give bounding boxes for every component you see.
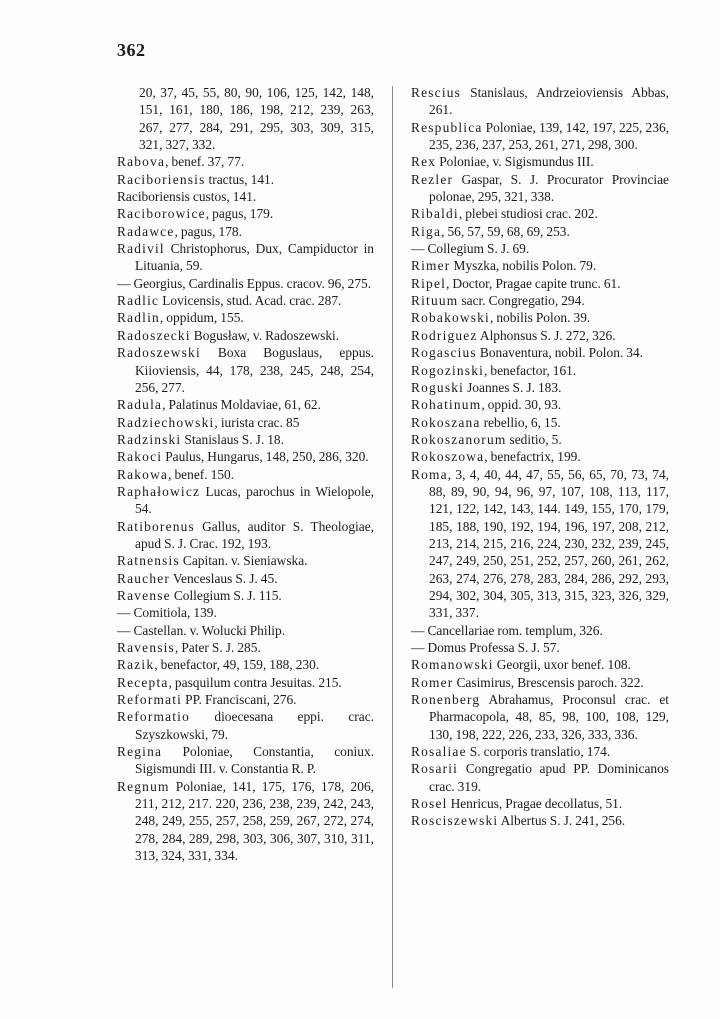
entry-headword: Raucher [117,570,171,586]
entry-headword: Ribaldi [411,206,459,222]
entry-headword: Roma [411,466,448,482]
entry-text: , Palatinus Moldaviae, 61, 62. [162,397,321,413]
index-entry [411,691,669,743]
index-entry [411,795,669,812]
entry-headword: Radlic [117,293,160,309]
entry-headword: Ronenberg [411,692,481,708]
entry-headword: Rabova [117,154,166,170]
index-entry [117,414,374,431]
index-entry [117,622,374,639]
index-entry [117,604,374,621]
index-entry [411,257,669,274]
index-column-right [411,84,669,830]
entry-text: Capitan. v. Sieniawska. [179,553,308,569]
index-entry [117,552,374,569]
entry-headword: Robakowski [411,310,490,326]
entry-text: Casimirus, Brescensis paroch. 322. [453,674,644,690]
entry-text: Alphonsus S. J. 272, 326. [477,327,616,343]
entry-text: Myszka, nobilis Polon. 79. [450,258,597,274]
entry-text: 20, 37, 45, 55, 80, 90, 106, 125, 142, 148, 151, 161, 180, 186, 198, 212, 239, 263, 267, 277, 284, 291, 295, 303, 309, 315, 321, 327, 332. [139,85,374,153]
entry-text: Venceslaus S. J. 45. [170,570,278,586]
entry-headword: Ravensis [117,640,175,655]
index-entry [117,205,374,222]
entry-headword: Rescius [411,85,462,100]
entry-headword: Regina [117,744,163,760]
index-entry [117,570,374,587]
entry-headword: Radawce [117,223,175,239]
index-entry [411,292,669,309]
entry-text: — Collegium S. J. 69. [411,241,530,257]
index-entry [411,309,669,326]
entry-headword: Raciborowice [117,206,206,222]
index-entry [117,518,374,553]
page-number: 362 [117,40,146,60]
index-entry [411,362,669,379]
entry-text: — Cancellariae rom. templum, 326. [411,622,603,638]
index-entry [117,656,374,673]
entry-headword: Romanowski [411,657,494,673]
index-entry [117,223,374,240]
index-entry [117,188,374,205]
index-column-left [117,84,374,864]
entry-headword: Rosel [411,796,448,812]
index-entry [411,656,669,673]
entry-text: , benef. 150. [168,466,235,482]
entry-headword: Riga [411,223,442,239]
index-entry [117,171,374,188]
index-entry [411,448,669,465]
index-entry [411,743,669,760]
entry-text: — Castellan. v. Wolucki Philip. [117,622,286,638]
index-entry [117,691,374,708]
entry-headword: Rosarii [411,761,459,777]
entry-text: , iurista crac. 85 [214,414,300,430]
index-entry [411,153,669,170]
entry-headword: Respublica [411,119,483,135]
entry-headword: Rohatinum [411,397,482,413]
index-entry [411,639,669,656]
index-entry [411,396,669,413]
entry-text: Lucas, parochus in Wielopole, 54. [135,483,374,517]
entry-headword: Razik [117,657,155,673]
index-entry [411,414,669,431]
index-entry [411,622,669,639]
entry-headword: Rakoci [117,449,163,465]
entry-headword: Radoszecki [117,327,191,343]
entry-text: Bogusław, v. Radoszewski. [190,327,340,343]
entry-headword: Regnum [117,778,170,794]
index-entry [411,327,669,344]
index-entry [117,448,374,465]
entry-headword: Raphałowicz [117,483,201,499]
entry-headword: Ravense [117,587,171,603]
entry-text: , benef. 37, 77. [165,154,245,170]
index-entry [411,84,669,119]
index-entry [411,379,669,396]
index-entry [117,153,374,170]
index-entry [411,431,669,448]
index-entry [117,84,374,153]
entry-text: — Comitiola, 139. [117,605,217,621]
entry-text: Abrahamus, Proconsul crac. et Pharmacopola, 48, 85, 98, 100, 108, 129, 130, 198, 222, 226, 233, 326, 333, 336. [429,692,669,742]
index-entry [117,309,374,326]
index-entry [117,240,374,275]
entry-text: Bonaventura, nobil. Polon. 34. [476,345,644,361]
entry-text: , Pater S. J. 285. [174,640,261,655]
index-entry [411,205,669,222]
entry-text: Poloniae, 141, 175, 176, 178, 206, 211, 212, 217. 220, 236, 238, 239, 242, 243, 248, 249, 255, 257, 258, 259, 267, 272, 274, 278, 284, 289, 298, 303, 306, 307, 310, 311, 313, 324, 331, 334. [135,778,374,864]
index-entry [411,171,669,206]
entry-text: Christophorus, Dux, Campiductor in Lituania, 59. [135,241,374,274]
entry-headword: Reformati [117,692,183,708]
entry-text: , benefactor, 49, 159, 188, 230. [154,657,320,673]
index-entry [411,760,669,795]
entry-headword: Rogascius [411,345,477,361]
entry-headword: Rosaliae [411,744,467,760]
entry-text: — Georgius, Cardinalis Eppus. cracov. 96, 275. [117,275,372,291]
entry-text: tractus, 141. [205,171,275,187]
entry-headword: Ripel [411,275,447,291]
entry-text: Stanislaus, Andrzeioviensis Abbas, 261. [429,85,669,118]
entry-text: Boxa Boguslaus, eppus. Kiioviensis, 44, 178, 238, 245, 248, 254, 256, 277. [135,345,374,395]
entry-text: S. corporis translatio, 174. [466,744,611,760]
index-entry [411,119,669,154]
entry-headword: Ratnensis [117,553,180,569]
entry-text: , 56, 57, 59, 68, 69, 253. [441,223,570,239]
entry-headword: Rokoszanorum [411,431,507,447]
entry-headword: Rokoszowa [411,449,485,465]
index-entry [117,292,374,309]
entry-headword: Rimer [411,258,451,274]
entry-text: Georgii, uxor benef. 108. [493,657,631,673]
index-entry [117,466,374,483]
index-entry [411,275,669,292]
entry-text: Joannes S. J. 183. [464,379,562,395]
entry-text: dioecesana eppi. crac. Szyszkowski, 79. [135,709,374,742]
entry-text: Gallus, auditor S. Theologiae, apud S. J. Crac. 192, 193. [135,518,374,551]
index-entry [117,327,374,344]
entry-headword: Radziechowski [117,414,215,430]
entry-text: , pasquilum contra Jesuitas. 215. [168,674,342,690]
entry-text: Paulus, Hungarus, 148, 250, 286, 320. [162,449,369,465]
entry-text: Collegium S. J. 115. [170,587,282,603]
entry-headword: Rex [411,154,437,170]
entry-text: , oppid. 30, 93. [481,397,562,413]
entry-text: Henricus, Pragae decollatus, 51. [447,796,623,812]
entry-text: , 3, 4, 40, 44, 47, 55, 56, 65, 70, 73, 74, 88, 89, 90, 94, 96, 97, 107, 108, 113, 117, 121, 122, 142, 143, 144. 149, 155, 170, 179, 185, 188, 190, 192, 194, 196, 197, 208, 212, 213, 214, 215, 216, 224, 230, 232, 239, 245, 247, 249, 250, 251, 252, 257, 260, 261, 262, 263, 274, 276, 278, 283, 284, 286, 292, 293, 294, 302, 304, 305, 313, 315, 323, 326, 329, 331, 337. [429,466,669,621]
entry-headword: Rodriguez [411,327,478,343]
index-entry [411,674,669,691]
entry-headword: Rokoszana [411,414,481,430]
entry-text: , Doctor, Pragae capite trunc. 61. [446,275,621,291]
index-entry [117,275,374,292]
entry-text: , benefactrix, 199. [484,449,581,465]
entry-text: , plebei studiosi crac. 202. [458,206,598,222]
index-entry [411,240,669,257]
index-entry [117,431,374,448]
entry-headword: Recepta [117,674,169,690]
entry-headword: Radula [117,397,163,413]
entry-headword: Rezler [411,171,454,187]
entry-text: , benefactor, 161. [484,362,577,378]
entry-text: sacr. Congregatio, 294. [458,293,585,309]
index-entry [117,396,374,413]
entry-text: PP. Franciscani, 276. [182,692,297,708]
entry-text: Albertus S. J. 241, 256. [498,813,626,829]
entry-headword: Ratiborenus [117,518,195,534]
entry-text: Poloniae, Constantia, coniux. Sigismundi III. v. Constantia R. P. [135,744,374,777]
index-entry [411,466,669,622]
index-entry [411,344,669,361]
entry-headword: Romer [411,674,454,690]
index-entry [411,223,669,240]
entry-text: Lovicensis, stud. Acad. crac. 287. [159,293,342,309]
index-entry [117,743,374,778]
entry-text: seditio, 5. [506,431,562,447]
entry-text: Raciboriensis custos, 141. [117,189,257,205]
entry-text: Congregatio apud PP. Dominicanos crac. 319. [429,761,669,794]
index-entry [117,708,374,743]
entry-headword: Raciboriensis [117,171,206,187]
entry-text: , nobilis Polon. 39. [489,310,591,326]
entry-text: — Domus Professa S. J. 57. [411,640,560,655]
index-entry [117,344,374,396]
entry-headword: Rosciszewski [411,813,499,829]
index-entry [117,587,374,604]
index-entry [411,812,669,829]
entry-headword: Radivil [117,241,165,257]
entry-headword: Roguski [411,379,465,395]
index-entry [117,674,374,691]
column-divider [392,86,393,988]
index-entry [117,778,374,865]
entry-text: , pagus, 179. [205,206,274,222]
entry-text: Poloniae, v. Sigismundus III. [436,154,594,170]
entry-text: Stanislaus S. J. 18. [181,431,284,447]
entry-text: , pagus, 178. [174,223,242,239]
entry-headword: Radoszewski [117,345,201,361]
entry-headword: Rakowa [117,466,169,482]
entry-headword: Rogozinski [411,362,485,378]
entry-headword: Radzinski [117,431,182,447]
entry-headword: Rituum [411,293,459,309]
entry-text: , oppidum, 155. [159,310,244,326]
index-entry [117,483,374,518]
index-entry [117,639,374,656]
entry-text: Gaspar, S. J. Procurator Provinciae polonae, 295, 321, 338. [429,171,669,205]
entry-text: Poloniae, 139, 142, 197, 225, 236, 235, 236, 237, 253, 261, 271, 298, 300. [429,119,669,153]
entry-headword: Radlin [117,310,160,326]
entry-text: rebellio, 6, 15. [480,414,561,430]
entry-headword: Reformatio [117,709,190,725]
